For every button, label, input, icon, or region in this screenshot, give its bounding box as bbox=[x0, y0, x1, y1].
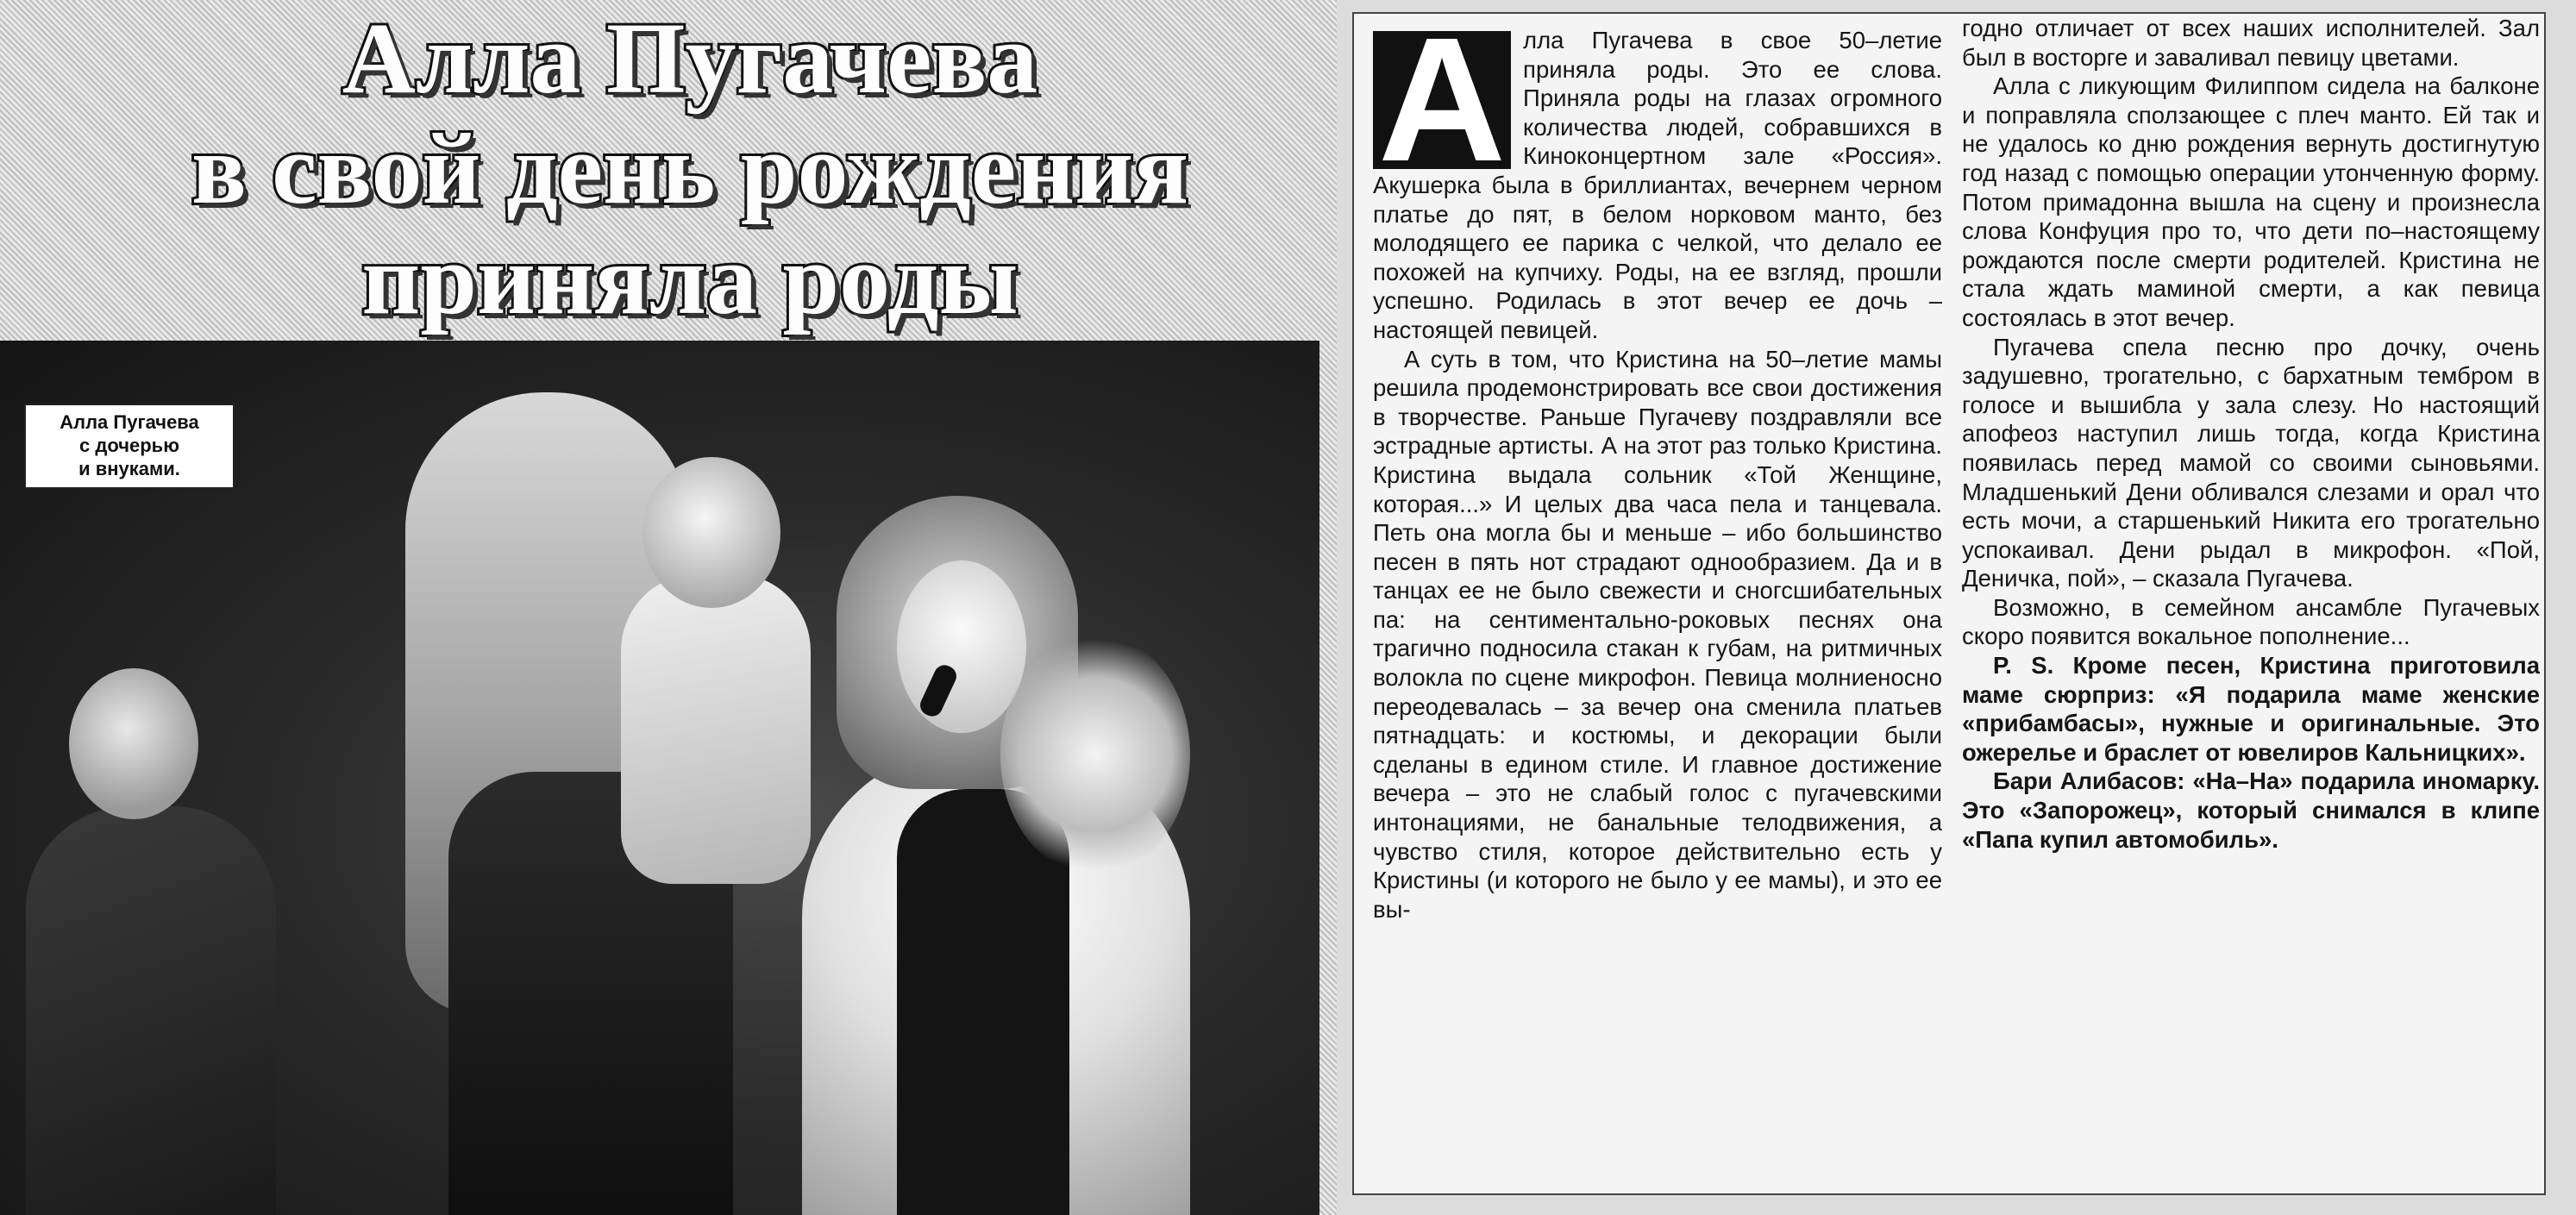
photo-caption-line: Алла Пугачева bbox=[60, 411, 199, 433]
photo-caption-line: с дочерью bbox=[79, 435, 179, 456]
photo-baby-head bbox=[642, 457, 780, 608]
photo-caption bbox=[24, 404, 235, 489]
headline bbox=[52, 3, 1328, 335]
article-paragraph: Возможно, в семейном ансамбле Пугачевых скоро появится вокальное пополнение... bbox=[1962, 593, 2540, 650]
photo-boy-head bbox=[69, 668, 198, 819]
headline-line-2: в свой день рождения bbox=[191, 112, 1189, 225]
postscript-paragraph: Бари Алибасов: «На–На» подарила иномарку. Это «Запорожец», который снимался в клипе «Папа купил автомобиль». bbox=[1962, 767, 2540, 853]
drop-cap: А bbox=[1373, 31, 1511, 169]
photo-flowers bbox=[1000, 634, 1190, 875]
article-paragraph: Пугачева спела песню про дочку, очень задушевно, трогательно, с бархатным тембром в голосе и вышибла у зала слезу. Но настоящий апофеоз наступил лишь тогда, когда Кристина появилась перед мамой со своими сыновьями. Младшенький Дени обливался слезами и орал что есть мочи, а старшенький Никита его трогательно успокаивал. Дени рыдал в микрофон. «Пой, Деничка, пой», – сказала Пугачева. bbox=[1962, 333, 2540, 592]
photo-singer-face bbox=[897, 561, 1026, 733]
concert-photo bbox=[0, 341, 1319, 1215]
article-paragraph: Алла с ликующим Филиппом сидела на балконе и поправляла сползающее с плеч манто. Ей так и не удалось ко дню рождения вернуть достигнутую год назад с помощью операции утонченную форму. Потом примадонна вышла на сцену и произнесла слова Конфуция про то, что дети по–настоящему рождаются после смерти родителей. Кристина не стала ждать маминой смерти, а как певица состоялась в этот вечер. bbox=[1962, 72, 2540, 331]
article-paragraph: годно отличает от всех наших исполнителей. Зал был в восторге и заваливал певицу цветами. bbox=[1962, 15, 2540, 71]
article-body bbox=[1352, 12, 2546, 1195]
photo-caption-line: и внуками. bbox=[78, 458, 180, 479]
headline-line-1: Алла Пугачева bbox=[342, 2, 1038, 115]
article-paragraph: А суть в том, что Кристина на 50–летие мамы решила продемонстрировать все свои достижения в творчестве. Раньше Пугачеву поздравляли все эстрадные артисты. А на этот раз только Кристина. Кристина выдала сольник «Той Женщине, которая...» И целых два часа пела и танцевала. Петь она могла бы и меньше – ибо большинство песен в пять нот страдают однообразием. Да и в танцах ее не было свежести и сногсшибательных па: на сентиментально-роковых песнях она трагично подносила стакан к губам, на ритмичных волокла по сцене микрофон. Певица молниеносно переодевалась – за вечер она сменила платьев пятнадцать: и костюмы, и декорации были сделаны в едином стиле. И главное достижение вечера – это не слабый голос с пугачевскими интонациями, не банальные телодвижения, а чувство стиля, которое действительно есть у Кристины (и которого не было у ее мамы), и это ее вы- bbox=[1373, 345, 1942, 923]
postscript-paragraph: Р. S. Кроме песен, Кристина приготовила маме сюрприз: «Я подарила маме женские «прибамбасы», нужные и оригинальные. Это ожерелье и браслет от ювелиров Кальницких». bbox=[1962, 652, 2540, 766]
photo-baby-figure bbox=[621, 573, 811, 884]
article-column-1 bbox=[1373, 26, 1942, 1181]
photo-boy-figure bbox=[26, 806, 276, 1215]
article-column-2 bbox=[1962, 14, 2540, 1174]
headline-line-3: приняла роды bbox=[361, 222, 1018, 335]
article-paragraph: лла Пугачева в свое 50–летие приняла роды. Это ее слова. Приняла роды на глазах огромного количества людей, собравшихся в Киноконцертном зале «Россия». Акушерка была в бриллиантах, вечернем черном платье до пят, в белом норковом манто, без молодящего ее парика с челкой, что делало ее похожей на купчиху. Роды, на ее взгляд, прошли успешно. Родилась в этот вечер ее дочь – настоящей певицей. bbox=[1373, 27, 1942, 343]
